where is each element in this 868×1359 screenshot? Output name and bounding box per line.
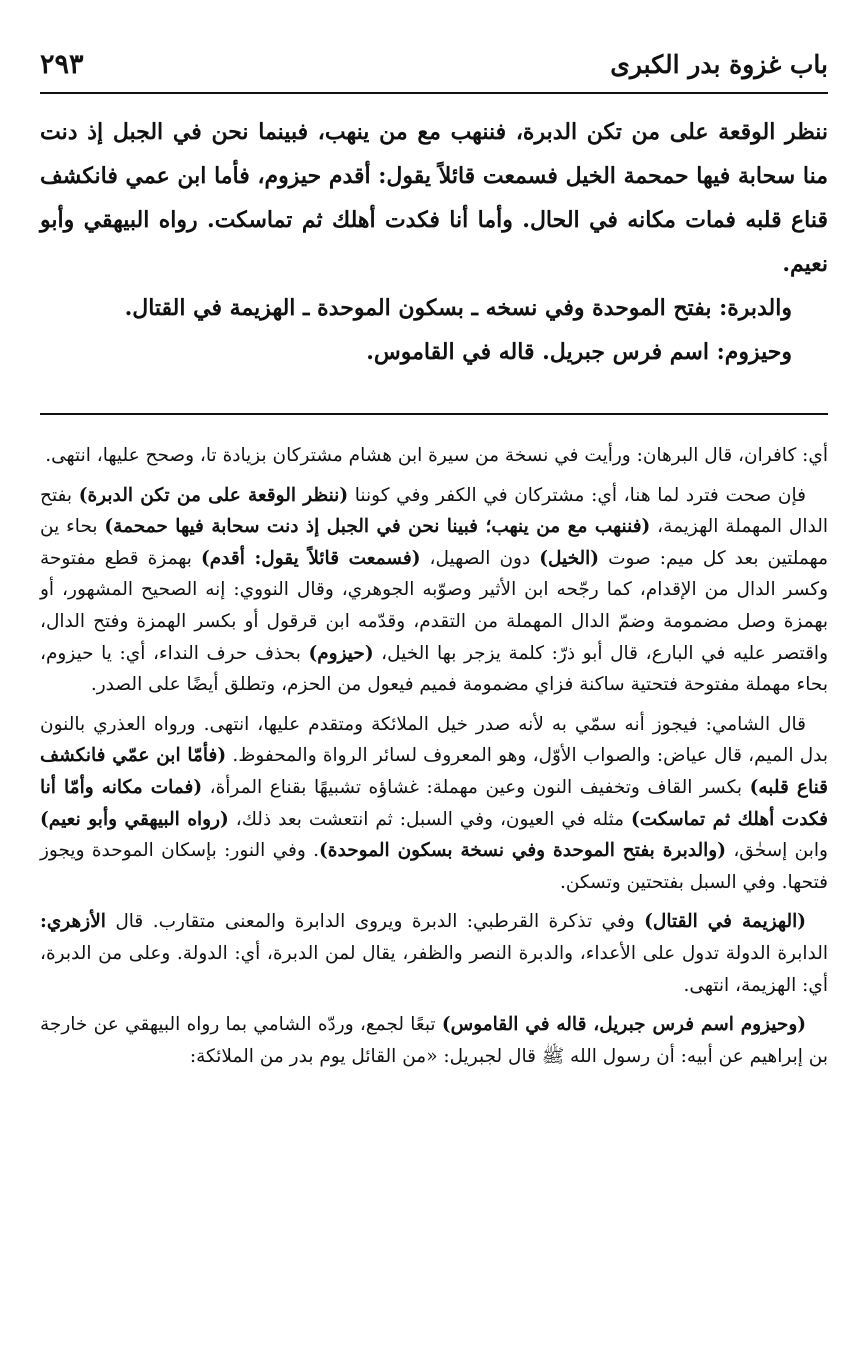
quoted-phrase: (وحيزوم اسم فرس جبريل، قاله في القاموس) [441, 1014, 807, 1036]
commentary-text: قال الشامي: فيجوز أنه سمّي به لأنه صدر خيل الملائكة ومتقدم عليها، انتهى. ورواه العذري بالنون بدل الميم، قال عياض: والصواب الأوّل، وهو المعروف لسائر الرواة والمحفوظ. [40, 713, 828, 767]
quoted-phrase: (فأمّا ابن عمّي فانكشف قناع قلبه) [40, 745, 829, 798]
commentary-text: الدابرة الدولة تدول على الأعداء، والدبرة النصر والظفر، يقال لمن الدبرة، أي: الدولة. وعلى من الدبرة، أي: الهزيمة، انتهى. [40, 942, 828, 996]
commentary [40, 440, 828, 1080]
quoted-phrase: (الهزيمة في القتال) [644, 911, 806, 933]
commentary-text: . وفي النور: بإسكان الموحدة ويجوز فتحها. وفي السبل بفتحتين وتسكن. [40, 840, 828, 893]
quoted-phrase: (الخيل) [539, 547, 600, 569]
quoted-phrase: (فمات مكانه وأمّا أنا فكدت أهلك ثم تماسكت) [40, 776, 828, 830]
commentary-text: بحاء ين مهملتين بعد كل ميم: صوت [40, 516, 828, 569]
page-number: ٢٩٣ [40, 48, 84, 80]
quoted-phrase: (ننظر الوقعة على من تكن الدبرة) [78, 484, 349, 506]
commentary-text: بكسر القاف وتخفيف النون وعين مهملة: غشاؤه تشبيهًا بقناع المرأة، [202, 776, 750, 798]
quoted-phrase: (والدبرة بفتح الموحدة وفي نسخة بسكون الموحدة) [319, 840, 726, 862]
quoted-phrase: (رواه البيهقي وأبو نعيم) [40, 808, 229, 830]
main-paragraph: ننظر الوقعة على من تكن الدبرة، فننهب مع من ينهب، فبينما نحن في الجبل إذ دنت منا سحابة فيها حمحمة الخيل فسمعت قائلاً يقول: أقدم حيزوم، فأما ابن عمي فانكشف قناع قلبه فمات مكانه في الحال. وأما أنا فكدت أهلك ثم تماسكت. رواه البيهقي وأبو نعيم. [40, 119, 828, 277]
commentary-text: بفتح الدال المهملة الهزيمة، [40, 484, 828, 538]
commentary-paragraph-3 [40, 709, 828, 899]
main-text [40, 110, 828, 374]
gloss-dubra: والدبرة: بفتح الموحدة وفي نسخه ـ بسكون الموحدة ـ الهزيمة في القتال. [124, 295, 792, 321]
quoted-phrase: (فننهب مع من ينهب؛ فبينا نحن في الجبل إذ دنت سحابة فيها حمحمة) [104, 516, 651, 538]
gloss-hayzum: وحيزوم: اسم فرس جبريل. قاله في القاموس. [366, 339, 792, 365]
commentary-text: وفي تذكرة القرطبي: الدبرة ويروى الدابرة والمعنى متقارب. قال [105, 911, 645, 933]
running-title: باب غزوة بدر الكبرى [610, 49, 828, 79]
commentary-text: فإن صحت فترد لما هنا، أي: مشتركان في الكفر وفي كوننا [348, 484, 807, 506]
footnote-divider [40, 413, 828, 415]
quoted-phrase: (فسمعت قائلاً يقول: أقدم) [200, 547, 421, 569]
commentary-text: دون الصهيل، [420, 547, 540, 569]
header-divider [40, 92, 828, 94]
commentary-text: وابن إسحٰق، [725, 840, 828, 862]
page-header [40, 42, 828, 86]
quoted-name: الأزهري: [40, 911, 106, 933]
quoted-phrase: (حيزوم) [308, 642, 374, 664]
commentary-paragraph-2 [40, 480, 828, 701]
commentary-text: مثله في العيون، وفي السبل: ثم انتعشت بعد ذلك، [228, 808, 632, 830]
commentary-paragraph-5 [40, 1009, 828, 1072]
commentary-paragraph-1: أي: كافران، قال البرهان: ورأيت في نسخة من سيرة ابن هشام مشتركان بزيادة تا، وصحح عليها، انتهى. [45, 445, 828, 466]
commentary-text: تبعًا لجمع، وردّه الشامي بما رواه البيهقي عن خارجة بن إبراهيم عن أبيه: أن رسول الله ﷺ قال لجبريل: «من القائل يوم بدر من الملائكة: [40, 1014, 828, 1067]
commentary-paragraph-4 [40, 906, 828, 1001]
commentary-text: بهمزة قطع مفتوحة وكسر الدال من الإقدام، كما رجّحه ابن الأثير وصوّبه الجوهري، وقال النووي: إنه الصحيح المشهور، أو بهمزة وصل مضمومة وضمّ الدال المهملة من التقدم، وقدّمه ابن قرقول أو بكسر الهمزة وفتح الدال، واقتصر عليه في البارع، قال أبو ذرّ: كلمة يزجر بها الخيل، [40, 547, 829, 664]
commentary-text: بحذف حرف النداء، أي: يا حيزوم، بحاء مهملة مفتوحة فتحتية ساكنة فزاي مضمومة فميم فيعول من الحزم، وتطلق أيضًا على الصدر. [40, 642, 828, 696]
